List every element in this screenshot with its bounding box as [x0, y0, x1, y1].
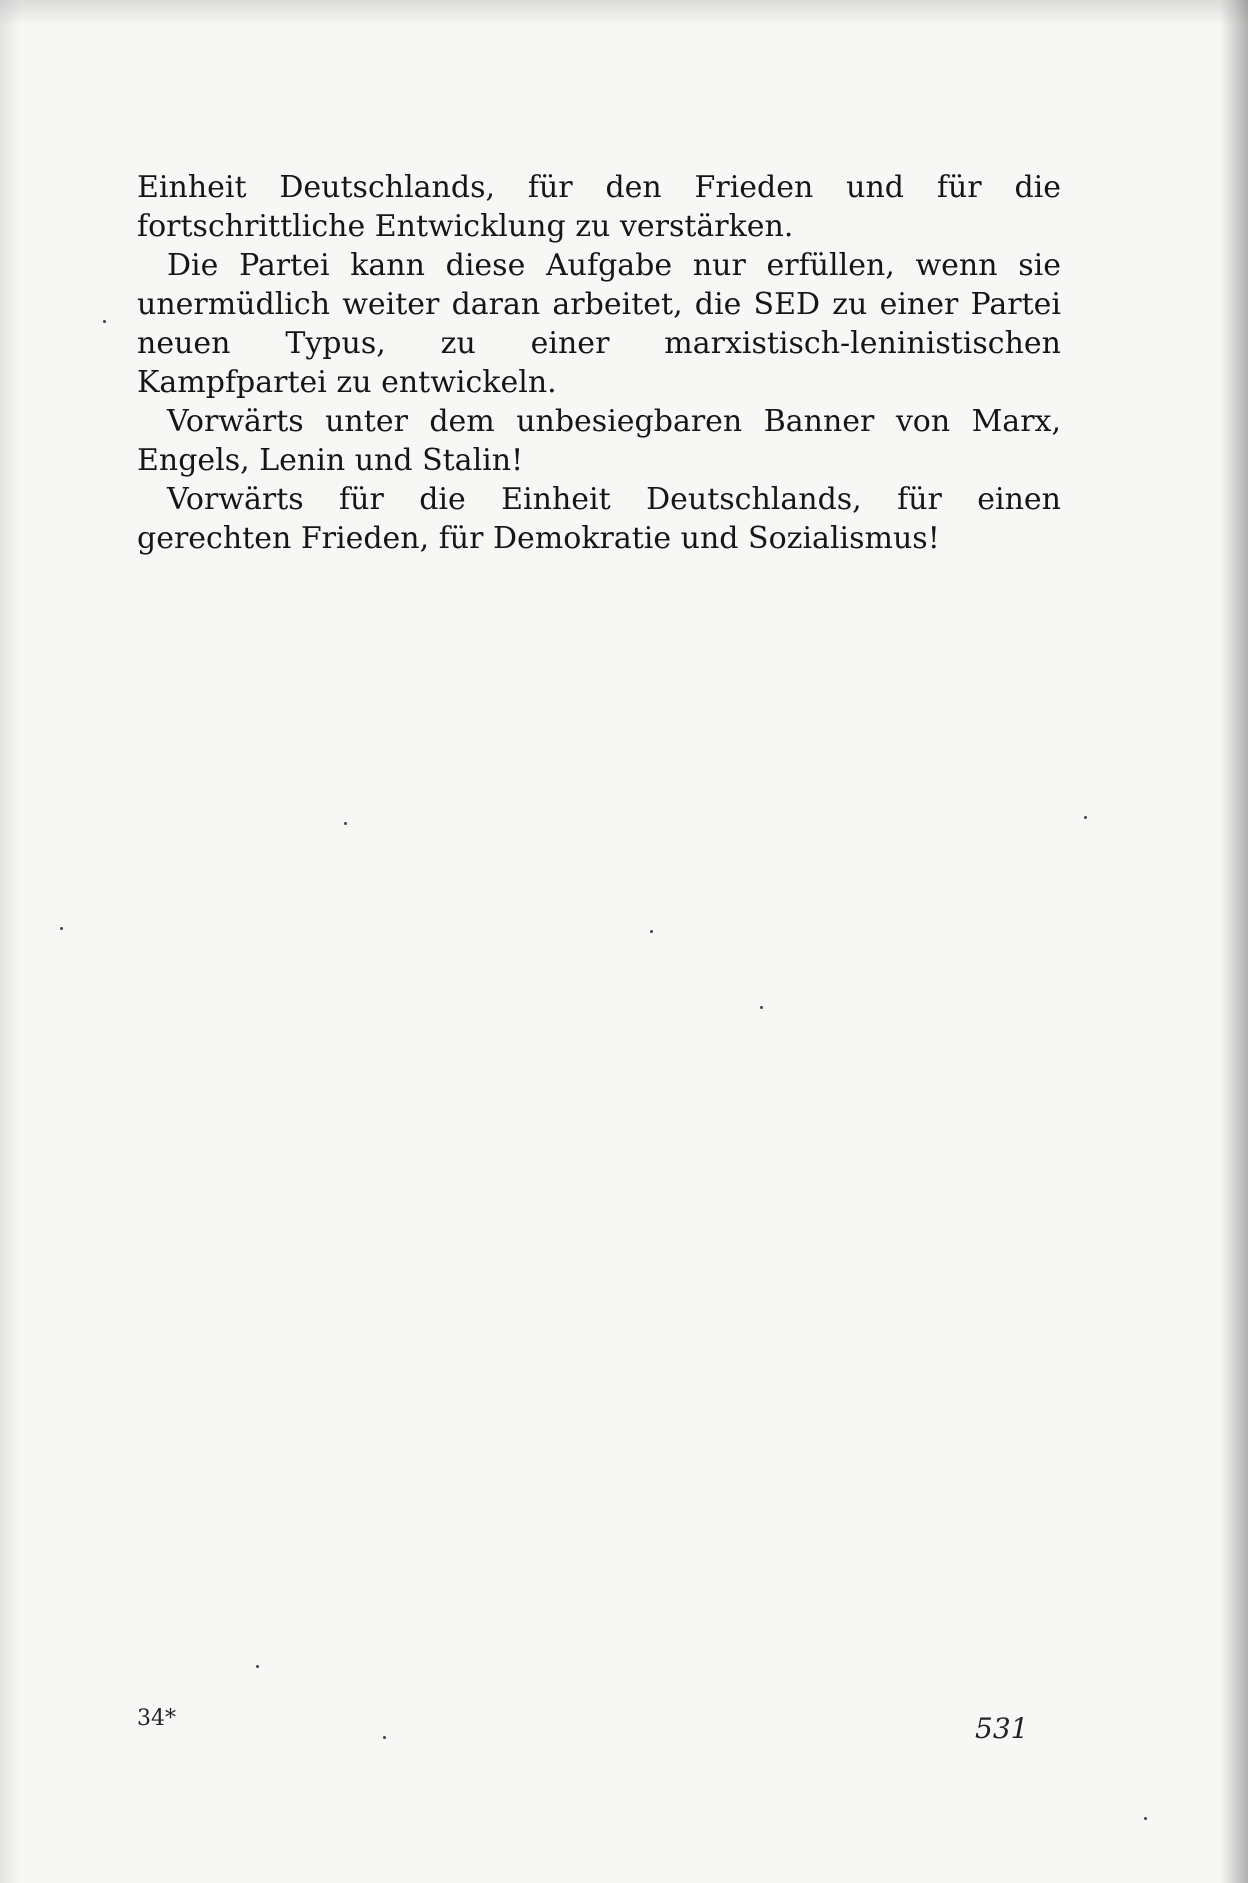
print-speck [650, 930, 653, 933]
paragraph-banner: Vorwärts unter dem unbesiegbaren Banner von Marx, Engels, Lenin und Stalin! [137, 404, 1061, 478]
print-speck [60, 927, 63, 930]
print-speck [256, 1665, 259, 1668]
paragraph-closing: Vorwärts für die Einheit Deutschlands, für einen gerechten Frieden, für Demokratie und Sozialismus! [137, 482, 1061, 556]
print-speck [1084, 816, 1087, 819]
page-number: 531 [975, 1712, 1029, 1745]
print-speck [383, 1736, 386, 1739]
paragraph-party-task: Die Partei kann diese Aufgabe nur erfüllen, wenn sie unermüdlich weiter daran arbeitet, die SED zu einer Partei neuen Typus, zu einer marxistisch-leninistischen Kampfpartei zu entwickeln. [137, 248, 1061, 400]
paragraph-continuation: Einheit Deutschlands, für den Frieden und für die fortschrittliche Entwicklung zu verstärken. [137, 170, 1061, 244]
print-speck [1144, 1817, 1147, 1820]
print-speck [103, 320, 106, 323]
page-top-shadow [0, 0, 1248, 26]
page-right-shadow [1220, 0, 1248, 1883]
signature-mark: 34* [137, 1706, 176, 1731]
print-speck [760, 1006, 763, 1009]
page-left-shadow [0, 0, 20, 1883]
print-speck [344, 822, 347, 825]
body-text [137, 168, 1061, 558]
